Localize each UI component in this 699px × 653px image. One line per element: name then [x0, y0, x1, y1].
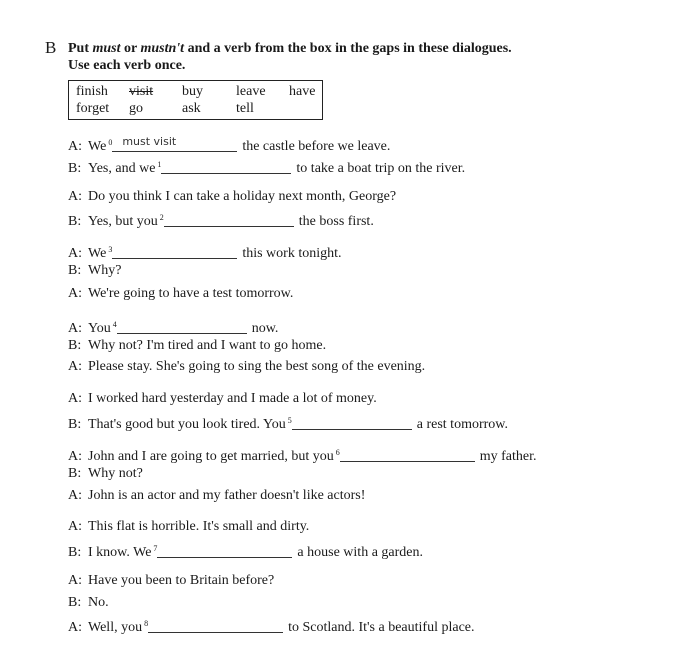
speaker-label: A: [68, 139, 82, 154]
dialogue-text-after: to take a boat trip on the river. [296, 161, 466, 176]
gap-number: 7 [153, 544, 158, 553]
instruction-mustnt: mustn't [140, 41, 185, 56]
speaker-label: A: [68, 620, 82, 635]
dialogue-text: Please stay. She's going to sing the best song of the evening. [88, 359, 426, 374]
box-word: buy [182, 84, 203, 99]
speaker-label: B: [68, 545, 82, 560]
speaker-label: A: [68, 391, 82, 406]
dialogue-text: You [88, 321, 111, 336]
dialogue-line [68, 286, 293, 302]
speaker-label: A: [68, 573, 82, 588]
speaker-label: B: [68, 417, 82, 432]
dialogue-line [68, 595, 109, 611]
box-word: finish [76, 84, 108, 99]
dialogue-line [68, 242, 341, 262]
answer-gap[interactable] [157, 545, 292, 558]
speaker-label: B: [68, 595, 82, 610]
speaker-label: A: [68, 189, 82, 204]
word-box [68, 80, 323, 120]
gap-number: 5 [287, 416, 292, 425]
speaker-label: B: [68, 466, 82, 481]
dialogue-line [68, 573, 274, 589]
speaker-label: A: [68, 359, 82, 374]
dialogue-text-after: the castle before we leave. [242, 139, 391, 154]
dialogue-line [68, 359, 425, 375]
instruction-rest: and a verb from the box in the gaps in these dialogues. [184, 41, 512, 56]
dialogue-text-after: to Scotland. It's a beautiful place. [288, 620, 475, 635]
dialogue-line [68, 157, 465, 177]
dialogue-line [68, 488, 365, 504]
dialogue-text: I worked hard yesterday and I made a lot of money. [88, 391, 377, 406]
dialogue-text: Why? [88, 263, 122, 278]
dialogue-text: This flat is horrible. It's small and dirty. [88, 519, 310, 534]
gap-number: 1 [157, 160, 162, 169]
dialogue-line [68, 338, 326, 354]
answer-gap[interactable] [164, 214, 294, 227]
speaker-label: B: [68, 263, 82, 278]
gap-answer: must visit [122, 135, 177, 148]
section-letter: B [45, 38, 57, 57]
gap-number: 2 [159, 213, 164, 222]
answer-gap[interactable] [161, 161, 291, 174]
dialogue-text-after: my father. [479, 449, 537, 464]
speaker-label: A: [68, 246, 82, 261]
dialogue-text-after: now. [251, 321, 279, 336]
dialogue-line [68, 210, 374, 230]
box-word: forget [76, 101, 110, 116]
instruction-text: Put [68, 41, 93, 56]
dialogue-line [68, 445, 536, 465]
dialogue-line [68, 541, 423, 561]
dialogue-line [68, 413, 508, 433]
dialogue-line [68, 616, 475, 636]
instruction-line-1 [68, 41, 512, 57]
answer-gap[interactable] [148, 620, 283, 633]
speaker-label: B: [68, 161, 82, 176]
speaker-label: A: [68, 449, 82, 464]
speaker-label: A: [68, 321, 82, 336]
dialogue-text: We [88, 139, 107, 154]
dialogue-text: We [88, 246, 107, 261]
speaker-label: B: [68, 338, 82, 353]
gap-number: 0 [108, 138, 113, 147]
dialogue-text: I know. We [88, 545, 152, 560]
answer-gap[interactable] [292, 417, 412, 430]
dialogue-text: No. [88, 595, 109, 610]
speaker-label: A: [68, 488, 82, 503]
answer-gap[interactable] [112, 135, 237, 152]
dialogue-line [68, 317, 278, 337]
box-word: have [289, 84, 316, 99]
box-word: go [129, 101, 143, 116]
dialogue-text: Why not? [88, 466, 143, 481]
speaker-label: B: [68, 214, 82, 229]
dialogue-line [68, 466, 143, 482]
dialogue-text: Have you been to Britain before? [88, 573, 275, 588]
dialogue-line [68, 189, 396, 205]
box-word: leave [236, 84, 266, 99]
dialogue-text: We're going to have a test tomorrow. [88, 286, 294, 301]
dialogue-line [68, 519, 309, 535]
dialogue-text: Do you think I can take a holiday next month, George? [88, 189, 397, 204]
box-word: tell [236, 101, 254, 116]
speaker-label: A: [68, 519, 82, 534]
gap-number: 8 [144, 619, 149, 628]
speaker-label: A: [68, 286, 82, 301]
dialogue-text-after: a house with a garden. [297, 545, 423, 560]
dialogue-text: Why not? I'm tired and I want to go home. [88, 338, 327, 353]
instruction-must: must [92, 41, 121, 56]
dialogue-line [68, 135, 390, 155]
dialogue-line [68, 263, 121, 279]
gap-number: 4 [112, 320, 117, 329]
gap-number: 6 [335, 448, 340, 457]
instruction-or: or [120, 41, 141, 56]
dialogue-line [68, 391, 377, 407]
dialogue-text: Yes, and we [88, 161, 156, 176]
dialogue-text-after: a rest tomorrow. [416, 417, 508, 432]
box-word: ask [182, 101, 201, 116]
dialogue-text: Well, you [88, 620, 143, 635]
dialogue-text: Yes, but you [88, 214, 158, 229]
dialogue-text: John is an actor and my father doesn't like actors! [88, 488, 366, 503]
box-word-struck: visit [129, 84, 154, 99]
dialogue-text-after: this work tonight. [242, 246, 342, 261]
answer-gap[interactable] [117, 321, 247, 334]
instruction-line-2: Use each verb once. [68, 58, 186, 73]
answer-gap[interactable] [112, 246, 237, 259]
answer-gap[interactable] [340, 449, 475, 462]
dialogue-text: John and I are going to get married, but you [88, 449, 334, 464]
dialogue-text: That's good but you look tired. You [88, 417, 286, 432]
dialogue-text-after: the boss first. [298, 214, 374, 229]
gap-number: 3 [108, 245, 113, 254]
